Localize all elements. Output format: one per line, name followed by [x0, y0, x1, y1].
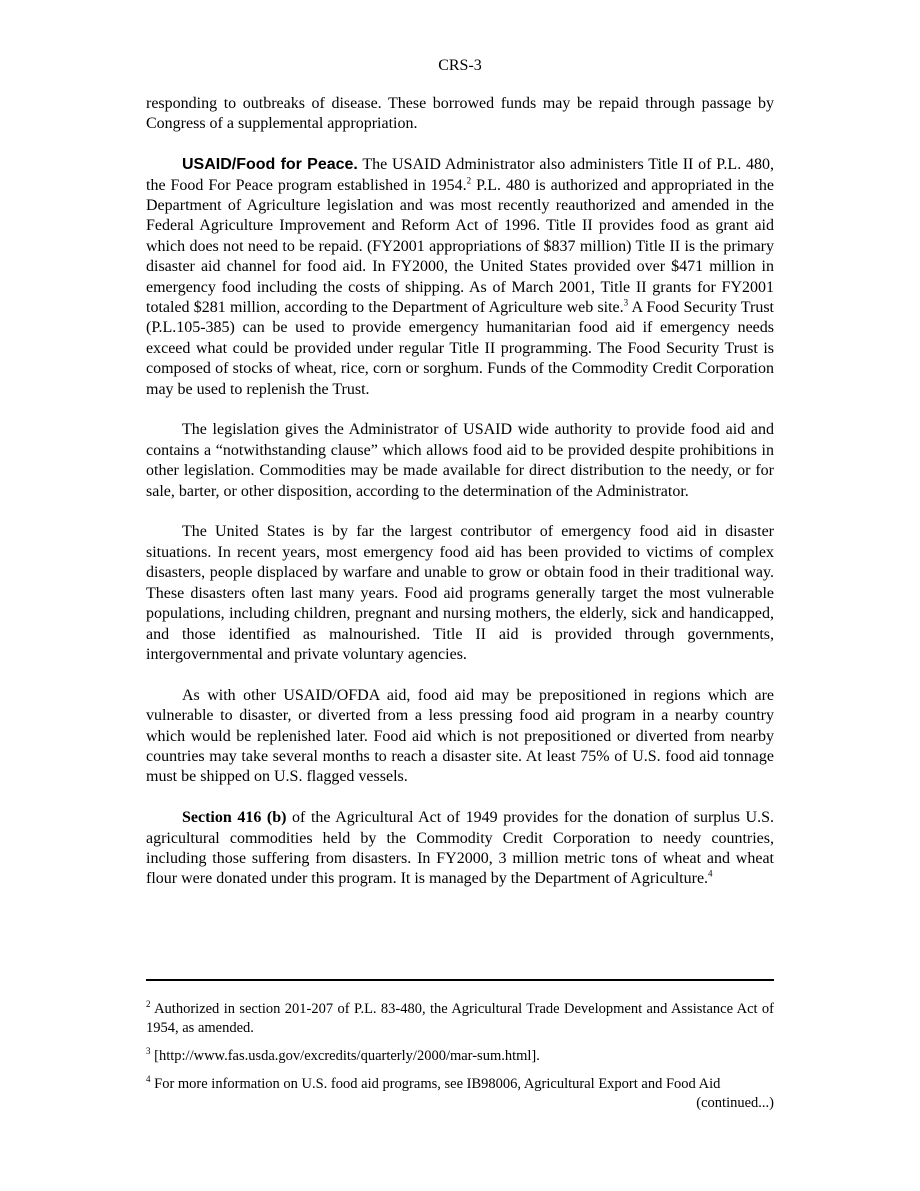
- footnote-text: [http://www.fas.usda.gov/excredits/quarterly/2000/mar-sum.html].: [150, 1048, 540, 1064]
- footnote-number: 2: [146, 999, 151, 1010]
- footnote-divider: [146, 979, 774, 981]
- continued-marker: (continued...): [696, 1095, 774, 1111]
- footnote-4: [146, 1075, 774, 1094]
- section-heading-416b: Section 416 (b): [182, 809, 287, 827]
- footnote-text: Authorized in section 201-207 of P.L. 83-480, the Agricultural Trade Development and Assistance Act of 1954, as amended.: [146, 1001, 774, 1036]
- paragraph-section-416b: [146, 808, 774, 890]
- paragraph-text: As with other USAID/OFDA aid, food aid may be prepositioned in regions which are vulnerable to disaster, or diverted from a less pressing food aid program in a nearby country which would be replenished later. Food aid which is not prepositioned or diverted from nearby countries may take several months to reach a disaster site. At least 75% of U.S. food aid tonnage must be shipped on U.S. flagged vessels.: [146, 686, 774, 786]
- page-number-header: CRS-3: [438, 57, 482, 74]
- paragraph-largest-contributor: [146, 522, 774, 665]
- footnote-3: [146, 1047, 774, 1066]
- footnote-number: 4: [146, 1074, 151, 1085]
- paragraph-food-for-peace: [146, 155, 774, 400]
- paragraph-text: The United States is by far the largest contributor of emergency food aid in disaster situations. In recent years, most emergency food aid has been provided to victims of complex disasters, people displaced by warfare and unable to grow or obtain food in their traditional way. These disasters often last many years. Food aid programs generally target the most vulnerable populations, including children, pregnant and nursing mothers, the elderly, sick and handicapped, and those identified as malnourished. Title II aid is provided through governments, intergovernmental and private voluntary agencies.: [146, 523, 774, 663]
- paragraph-text: of the Agricultural Act of 1949 provides for the donation of surplus U.S. agricultural commodities held by the Commodity Credit Corporation to needy countries, including those suffering from disasters. In FY2000, 3 million metric tons of wheat and wheat flour were donated under this program. It is managed by the Department of Agriculture.: [146, 809, 774, 888]
- paragraph-continuation: [146, 94, 774, 135]
- footnote-ref: 3: [623, 297, 629, 308]
- main-text: [146, 94, 774, 910]
- footnote-ref: 4: [708, 869, 713, 880]
- footnote-2: [146, 1000, 774, 1038]
- footnote-ref: 2: [466, 175, 472, 186]
- paragraph-text: responding to outbreaks of disease. These borrowed funds may be repaid through passage by Congress of a supplemental appropriation.: [146, 95, 774, 133]
- paragraph-text: The legislation gives the Administrator of USAID wide authority to provide food aid and contains a “notwithstanding clause” which allows food aid to be provided despite prohibitions in other legislation. Commodities may be made available for direct distribution to the needy, or for sale, barter, or other disposition, according to the determination of the Administrator.: [146, 421, 774, 500]
- section-heading-food-for-peace: USAID/Food for Peace.: [182, 156, 358, 174]
- footnotes: [146, 1000, 774, 1122]
- paragraph-legislation: [146, 420, 774, 502]
- footnote-continued: [146, 1094, 774, 1113]
- paragraph-text: A Food Security Trust (P.L.105-385) can be used to provide emergency humanitarian food aid if emergency needs exceed what could be provided under regular Title II programming. The Food Security Trust is composed of stocks of wheat, rice, corn or sorghum. Funds of the Commodity Credit Corporation may be used to replenish the Trust.: [146, 299, 774, 398]
- paragraph-text: P.L. 480 is authorized and appropriated in the Department of Agriculture legislation and was most recently reauthorized and amended in the Federal Agriculture Improvement and Reform Act of 1996. Title II provides food as grant aid which does not need to be repaid. (FY2001 appropriations of $837 million) Title II is the primary disaster aid channel for food aid. In FY2000, the United States provided over $471 million in emergency food including the costs of shipping. As of March 2001, Title II grants for FY2001 totaled $281 million, according to the Department of Agriculture web site.: [146, 176, 775, 317]
- footnote-number: 3: [146, 1046, 151, 1057]
- paragraph-text: The USAID Administrator also administers Title II of P.L. 480, the Food For Peace program established in 1954.: [146, 156, 775, 194]
- footnote-text: For more information on U.S. food aid programs, see IB98006, Agricultural Export and Food Aid: [150, 1076, 721, 1092]
- paragraph-prepositioned: [146, 686, 774, 788]
